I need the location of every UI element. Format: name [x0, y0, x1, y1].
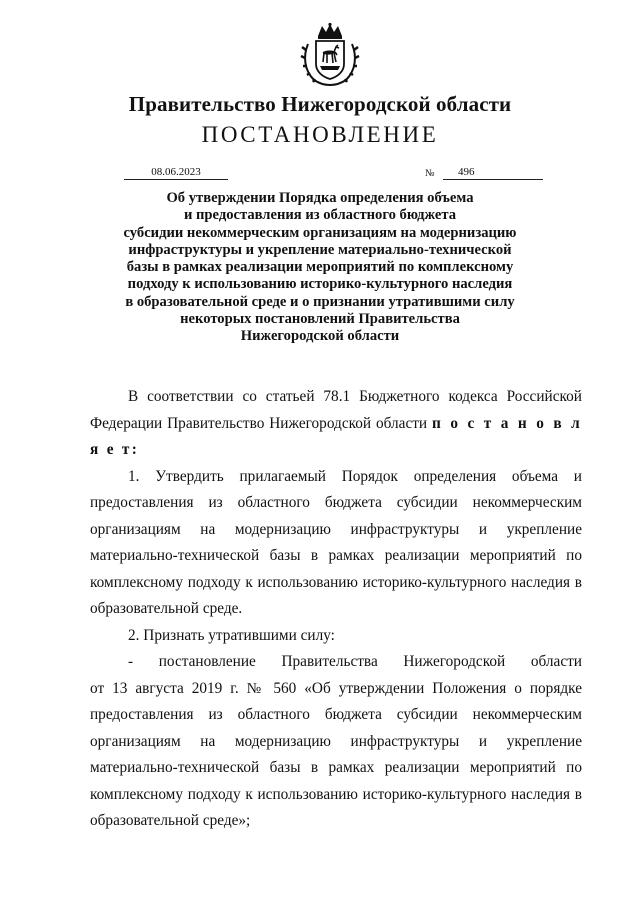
subject-line: субсидии некоммерческим организациям на модернизацию	[123, 224, 517, 241]
subject-line: Об утверждении Порядка определения объема	[166, 190, 474, 206]
document-number: 496	[443, 165, 543, 180]
dash-word: Правительства	[281, 653, 378, 670]
dash-item-continuation: от 13 августа 2019 г. № 560 «Об утверждении Положения о порядке предоставления из областного бюджета субсидии некоммерческим организациям на модернизацию инфраструктуры и укрепление материально-технической базы в рамках реализации мероприятий по комплексному подходу к использованию историко-культурного наследия в образовательной среде»;	[90, 679, 582, 829]
preamble-text: В соответствии со статьей 78.1 Бюджетного кодекса Российской Федерации Правительство Нижегородской области	[90, 388, 582, 432]
item-2-paragraph: 2. Признать утратившими силу:	[128, 626, 335, 644]
number-sign: №	[425, 168, 435, 179]
dash-word: области	[530, 653, 582, 670]
subject-line: инфраструктуры и укрепление материально-технической	[128, 241, 512, 258]
subject-line: и предоставления из областного бюджета	[183, 207, 457, 224]
subject-line: Нижегородской области	[240, 328, 400, 345]
coat-of-arms-emblem	[300, 22, 360, 88]
subject-line: базы в рамках реализации мероприятий по комплексному	[126, 259, 514, 276]
subject-line: в образовательной среде и о признании утратившими силу	[125, 293, 515, 310]
dash-word: -	[128, 653, 134, 670]
organization-title: Правительство Нижегородской области	[128, 92, 512, 116]
subject-line: подходу к использованию историко-культурного наследия	[127, 276, 513, 293]
subject-line: некоторых постановлений Правительства	[180, 311, 460, 328]
document-body	[90, 384, 582, 835]
dash-word: постановление	[158, 653, 256, 670]
decree-word: п о с т а н о в л я е т:	[90, 414, 582, 458]
dash-item-first-line	[90, 649, 582, 676]
dash-word: Нижегородской	[403, 653, 506, 670]
preamble-paragraph	[90, 384, 582, 464]
document-type: ПОСТАНОВЛЕНИЕ	[201, 122, 439, 147]
item-1-paragraph: 1. Утвердить прилагаемый Порядок определения объема и предоставления из областного бюджета субсидии некоммерческим организациям на модернизацию инфраструктуры и укрепление материально-технической базы в рамках реализации мероприятий по комплексному подходу к использованию историко-культурного наследия в образовательной среде.	[90, 467, 582, 617]
document-subject	[90, 190, 550, 346]
document-date: 08.06.2023	[124, 165, 228, 180]
